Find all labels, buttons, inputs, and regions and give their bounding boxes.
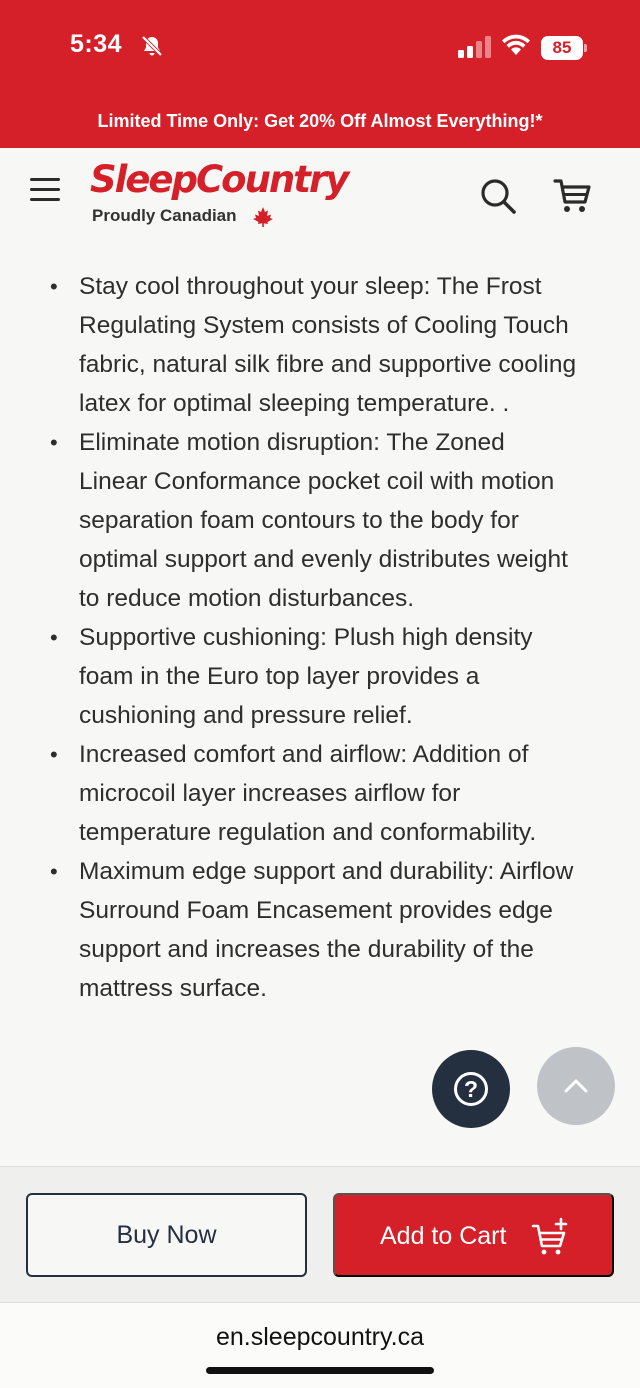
feature-list <box>0 267 640 1008</box>
logo-tagline: Proudly Canadian <box>92 206 237 225</box>
status-time: 5:34 <box>70 30 123 58</box>
feature-item: • Supportive cushioning: Plush high density foam in the Euro top layer provides a cushioning and pressure relief. <box>0 618 640 735</box>
feature-item: • Increased comfort and airflow: Addition of microcoil layer increases airflow for temperature regulation and conformability. <box>0 735 640 852</box>
feature-item: • Stay cool throughout your sleep: The Frost Regulating System consists of Cooling Touch fabric, natural silk fibre and supportive cooling latex for optimal sleeping temperature. . <box>0 267 640 423</box>
cart-icon[interactable] <box>552 176 594 216</box>
promo-banner[interactable]: Limited Time Only: Get 20% Off Almost Everything!* <box>0 96 640 148</box>
product-features <box>0 248 640 1166</box>
status-bar <box>0 0 640 96</box>
bell-muted-icon <box>140 34 164 58</box>
logo-wordmark[interactable]: SleepCountry <box>90 158 348 201</box>
home-indicator <box>206 1367 434 1374</box>
signal-icon <box>458 36 492 58</box>
feature-item: • Maximum edge support and durability: Airflow Surround Foam Encasement provides edge support and increases the durability of the mattress surface. <box>0 852 640 1008</box>
buy-now-button[interactable]: Buy Now <box>26 1193 307 1277</box>
maple-leaf-icon <box>252 206 274 228</box>
purchase-action-bar <box>0 1166 640 1302</box>
question-mark-icon: ? <box>454 1072 488 1106</box>
scroll-to-top-button[interactable] <box>537 1047 615 1125</box>
battery-level: 85 <box>541 36 583 60</box>
chevron-up-icon <box>563 1075 589 1097</box>
battery-indicator <box>541 36 587 60</box>
url-text[interactable]: en.sleepcountry.ca <box>216 1323 424 1351</box>
search-icon[interactable] <box>478 176 518 216</box>
hamburger-menu-icon[interactable] <box>30 178 62 206</box>
add-to-cart-button[interactable] <box>333 1193 614 1277</box>
browser-address-bar <box>0 1302 640 1388</box>
cart-plus-icon <box>531 1217 571 1257</box>
help-button[interactable] <box>432 1050 510 1128</box>
battery-nub <box>584 44 587 52</box>
feature-item: • Eliminate motion disruption: The Zoned Linear Conformance pocket coil with motion separation foam contours to the body for optimal support and evenly distributes weight to reduce motion disturbances. <box>0 423 640 618</box>
site-header <box>0 148 640 248</box>
add-to-cart-label: Add to Cart <box>380 1222 507 1250</box>
wifi-icon <box>500 33 532 57</box>
